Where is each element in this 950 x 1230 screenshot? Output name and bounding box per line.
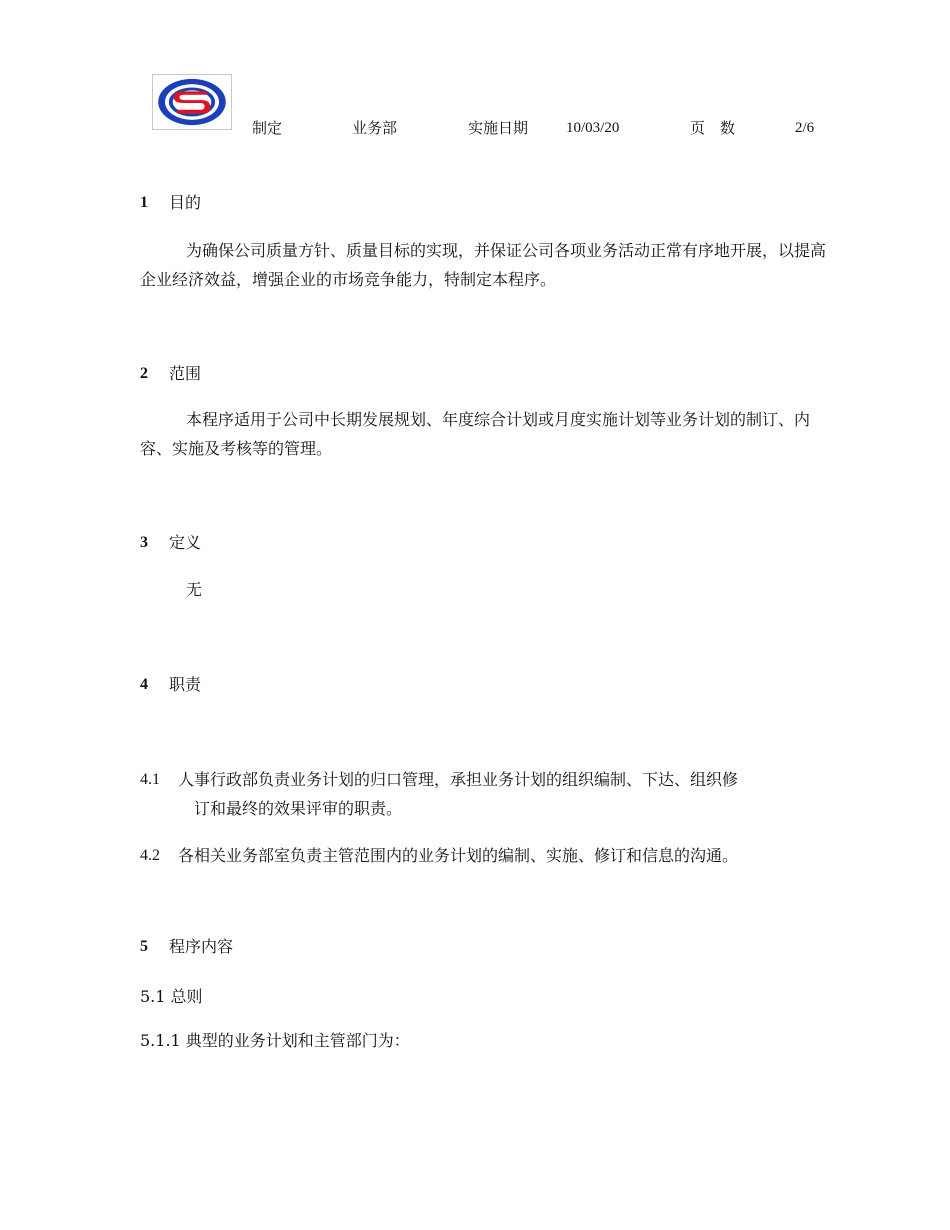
- section-1-body: 为确保公司质量方针、质量目标的实现，并保证公司各项业务活动正常有序地开展，以提高企业经济效益，增强企业的市场竞争能力，特制定本程序。: [140, 241, 827, 289]
- item-4-1-text: [178, 765, 833, 823]
- section-5-title: 程序内容: [169, 937, 234, 956]
- subsection-5-1-heading: 5.1 总则: [140, 987, 203, 1006]
- subsection-5-1-1-heading: 5.1.1 典型的业务计划和主管部门为：: [140, 1031, 410, 1050]
- section-3-number: 3: [140, 534, 148, 551]
- item-4-2-text: [178, 841, 833, 870]
- department-value: 业务部: [352, 119, 398, 137]
- item-4-1-number: 4.1: [140, 771, 160, 788]
- section-3-title: 定义: [169, 533, 202, 552]
- section-2-number: 2: [140, 365, 148, 382]
- page-count-label: 页 数: [690, 119, 736, 137]
- section-2-title: 范围: [169, 364, 202, 383]
- section-4-number: 4: [140, 676, 148, 693]
- implementation-date-label: 实施日期: [468, 119, 529, 137]
- item-4-2-number: 4.2: [140, 847, 160, 864]
- page-number-value: 2/6: [795, 120, 815, 136]
- section-2-body: 本程序适用于公司中长期发展规划、年度综合计划或月度实施计划等业务计划的制订、内容、实施及考核等的管理。: [140, 410, 811, 458]
- section-5-number: 5: [140, 938, 148, 955]
- company-logo: [152, 74, 232, 130]
- section-4-title: 职责: [169, 675, 202, 694]
- section-1-title: 目的: [169, 193, 202, 212]
- implementation-date-value: 10/03/20: [566, 120, 620, 136]
- section-3-body: 无: [186, 580, 203, 599]
- item-4-1-line-1: 人事行政部负责业务计划的归口管理，承担业务计划的组织编制、下达、组织修: [178, 770, 739, 789]
- section-1-number: 1: [140, 194, 148, 211]
- prepared-label: 制定: [252, 119, 283, 137]
- item-4-1-line-2: 订和最终的效果评审的职责。: [194, 799, 403, 818]
- company-s-logo-icon: [153, 75, 231, 129]
- item-4-2-line-1: 各相关业务部室负责主管范围内的业务计划的编制、实施、修订和信息的沟通。: [178, 846, 739, 865]
